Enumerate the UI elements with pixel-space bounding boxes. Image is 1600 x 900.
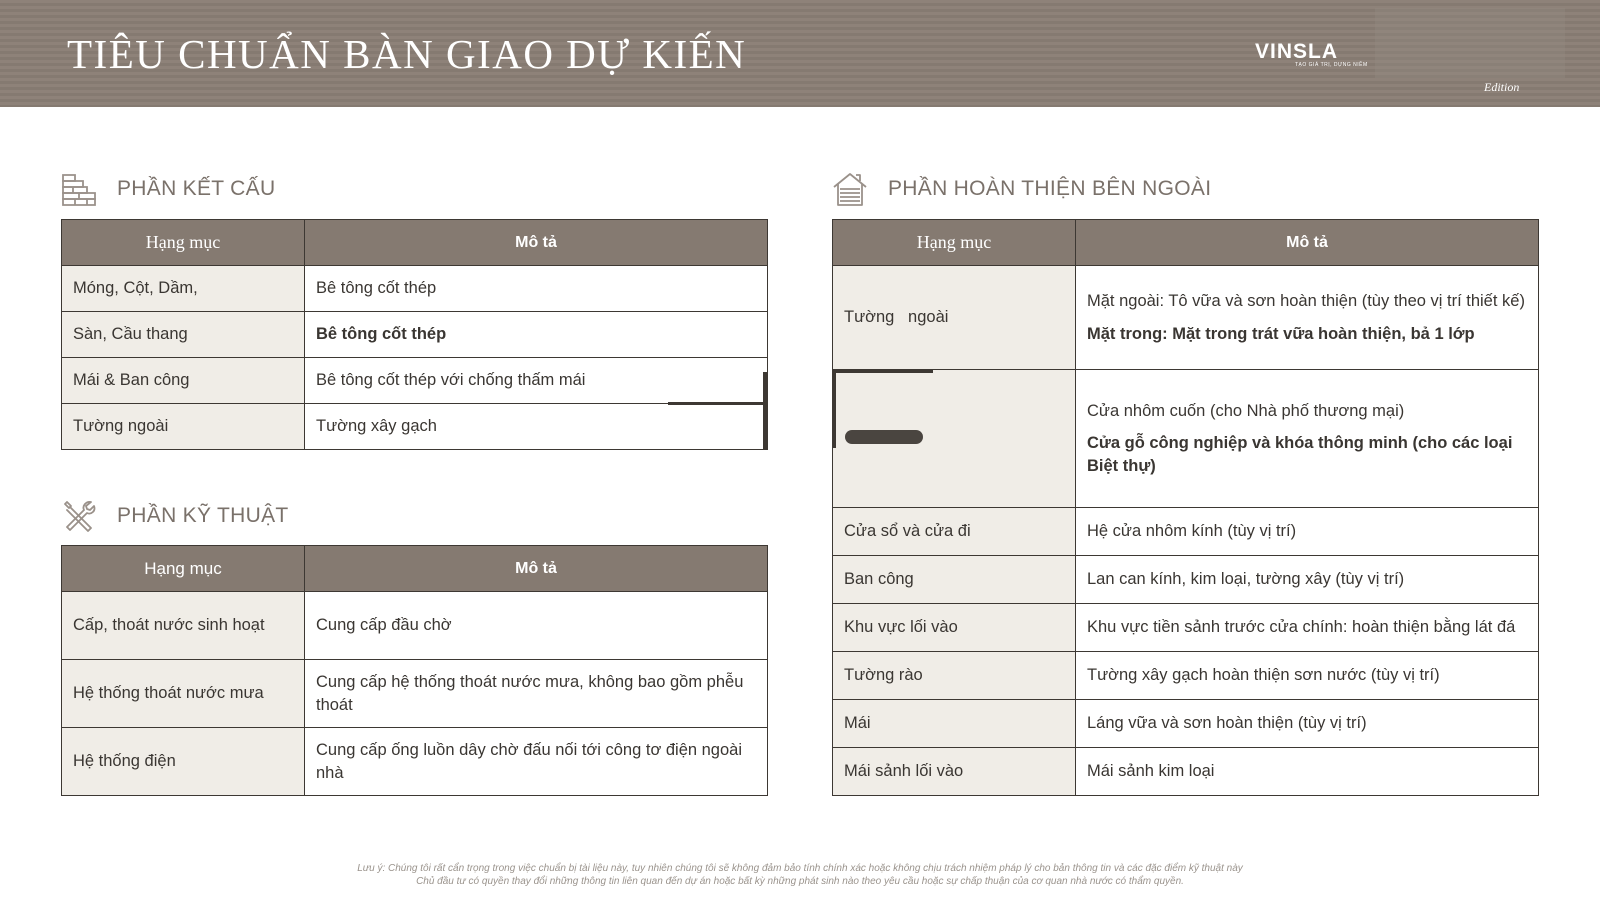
row-item-obscured <box>833 370 1076 508</box>
table-row <box>833 748 1539 796</box>
table-edge-mark <box>668 402 765 405</box>
table-row <box>62 266 768 312</box>
row-item: Tường ngoài <box>833 266 1076 370</box>
table-row <box>62 404 768 450</box>
row-item: Mái sảnh lối vào <box>833 748 1076 796</box>
brand-logo-text: VINSLA <box>1255 40 1339 63</box>
row-item: Ban công <box>833 556 1076 604</box>
row-desc: Láng vữa và sơn hoàn thiện (tùy vị trí) <box>1076 700 1539 748</box>
table-row <box>62 358 768 404</box>
disclaimer-line-1: Lưu ý: Chúng tôi rất cẩn trọng trong việc chuẩn bị tài liệu này, tuy nhiên chúng tôi sẽ không đảm bảo tính chính xác hoặc không chịu trách nhiệm pháp lý cho bản thông tin và các đặc điểm kỹ thuật này <box>357 863 1243 874</box>
table-row <box>62 592 768 660</box>
column-header-item: Hạng mục <box>833 220 1076 266</box>
row-desc: Tường xây gạch <box>305 404 768 450</box>
section-exterior-title: PHẦN HOÀN THIỆN BÊN NGOÀI <box>888 177 1212 200</box>
house-icon <box>832 171 868 207</box>
section-technical-title: PHẦN KỸ THUẬT <box>117 504 289 527</box>
table-row <box>833 556 1539 604</box>
row-item: Tường rào <box>833 652 1076 700</box>
row-desc: Cung cấp đầu chờ <box>305 592 768 660</box>
row-desc: Bê tông cốt thép <box>305 266 768 312</box>
column-header-item: Hạng mục <box>62 220 305 266</box>
column-header-desc: Mô tả <box>305 546 768 592</box>
row-desc: Bê tông cốt thép với chống thấm mái <box>305 358 768 404</box>
page-title: TIÊU CHUẨN BÀN GIAO DỰ KIẾN <box>67 31 747 77</box>
tools-icon <box>61 498 97 534</box>
technical-table <box>61 545 768 796</box>
scribble-mark <box>833 370 836 448</box>
section-structure-heading <box>61 171 275 207</box>
row-desc: Lan can kính, kim loại, tường xây (tùy vị trí) <box>1076 556 1539 604</box>
row-desc: Cửa nhôm cuốn (cho Nhà phố thương mại) <box>1087 402 1405 421</box>
row-desc: Khu vực tiền sảnh trước cửa chính: hoàn thiện bằng lát đá <box>1076 604 1539 652</box>
table-row <box>833 508 1539 556</box>
row-item: Hệ thống thoát nước mưa <box>62 660 305 728</box>
disclaimer-footnote <box>0 862 1600 888</box>
table-header-row <box>62 220 768 266</box>
table-row <box>833 700 1539 748</box>
row-item: Cửa sổ và cửa đi <box>833 508 1076 556</box>
row-desc: Cung cấp ống luồn dây chờ đấu nối tới công tơ điện ngoài nhà <box>305 728 768 796</box>
table-row <box>62 728 768 796</box>
column-header-desc: Mô tả <box>1076 220 1539 266</box>
logo-edition: Edition <box>1484 80 1520 94</box>
scribble-mark <box>833 370 933 373</box>
row-desc: Mái sảnh kim loại <box>1076 748 1539 796</box>
row-item: Móng, Cột, Dầm, <box>62 266 305 312</box>
section-technical-heading <box>61 498 289 534</box>
exterior-table <box>832 219 1539 796</box>
row-desc: Hệ cửa nhôm kính (tùy vị trí) <box>1076 508 1539 556</box>
row-item: Hệ thống điện <box>62 728 305 796</box>
disclaimer-line-2: Chủ đầu tư có quyền thay đổi những thông tin liên quan đến dự án hoặc bất kỳ những phát sinh nào theo yêu cầu hoặc sự chấp thuận của cơ quan nhà nước có thẩm quyền. <box>416 876 1184 887</box>
table-header-row <box>62 546 768 592</box>
row-desc-cell <box>1076 370 1539 508</box>
section-exterior-heading <box>832 171 1211 207</box>
table-row <box>833 266 1539 370</box>
row-item: Mái & Ban công <box>62 358 305 404</box>
row-desc: Cung cấp hệ thống thoát nước mưa, không bao gồm phễu thoát <box>305 660 768 728</box>
table-row <box>833 604 1539 652</box>
table-edge-mark <box>763 372 767 450</box>
table-row <box>62 660 768 728</box>
table-row <box>62 312 768 358</box>
row-desc-cell <box>1076 266 1539 370</box>
row-desc: Bê tông cốt thép <box>305 312 768 358</box>
column-header-item: Hạng mục <box>62 546 305 592</box>
structure-table <box>61 219 768 450</box>
row-item: Cấp, thoát nước sinh hoạt <box>62 592 305 660</box>
scribble-mark <box>845 430 923 444</box>
row-item: Sàn, Cầu thang <box>62 312 305 358</box>
brand-logo-tagline: TẠO GIÁ TRỊ, DỰNG NIỀM <box>1295 62 1368 68</box>
table-row <box>833 652 1539 700</box>
table-header-row <box>833 220 1539 266</box>
row-desc-secondary: Mặt trong: Mặt trong trát vữa hoàn thiện, bả 1 lớp <box>1087 324 1475 343</box>
header-banner <box>0 0 1600 107</box>
brand-logo <box>1255 40 1375 70</box>
row-desc: Tường xây gạch hoàn thiện sơn nước (tùy vị trí) <box>1076 652 1539 700</box>
row-desc: Mặt ngoài: Tô vữa và sơn hoàn thiện (tùy theo vị trí thiết kế) <box>1087 292 1525 311</box>
row-desc-secondary: Cửa gỗ công nghiệp và khóa thông minh (cho các loại Biệt thự) <box>1087 434 1513 475</box>
table-row <box>833 370 1539 508</box>
column-header-desc: Mô tả <box>305 220 768 266</box>
row-item: Tường ngoài <box>62 404 305 450</box>
section-structure-title: PHẦN KẾT CẤU <box>117 177 276 200</box>
row-item: Mái <box>833 700 1076 748</box>
brick-wall-icon <box>61 171 97 207</box>
row-item: Khu vực lối vào <box>833 604 1076 652</box>
project-logo-mark <box>1375 8 1565 78</box>
